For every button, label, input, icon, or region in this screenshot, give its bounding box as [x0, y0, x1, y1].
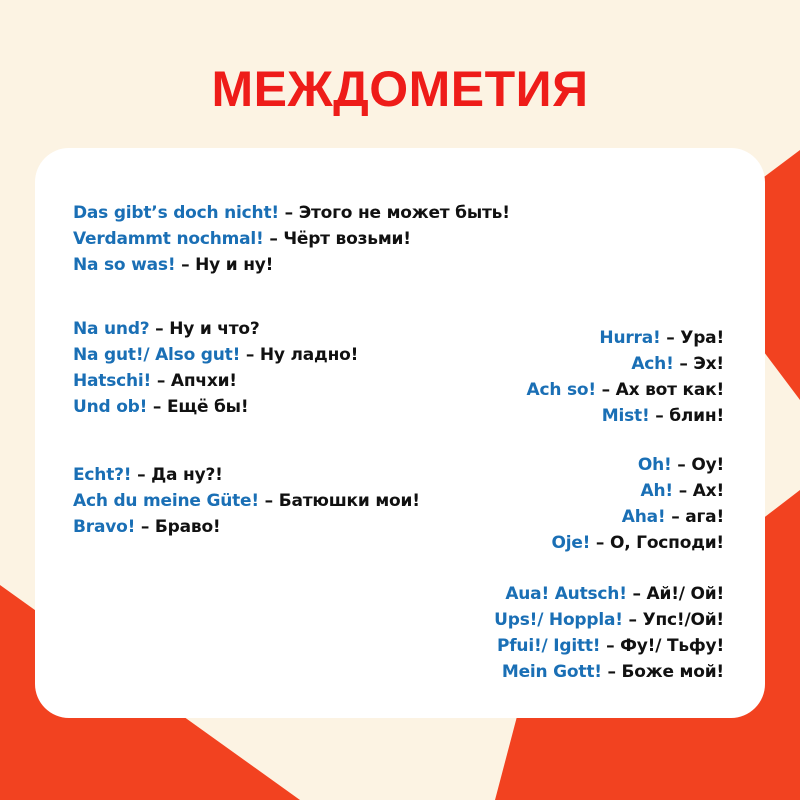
- phrase-line: [551, 530, 724, 556]
- dash-separator: –: [137, 465, 146, 485]
- phrase-line: [494, 581, 724, 607]
- german-phrase: Na gut!/ Also gut!: [73, 345, 241, 365]
- phrase-line: [551, 504, 724, 530]
- dash-separator: –: [181, 255, 190, 275]
- dash-separator: –: [632, 584, 641, 604]
- russian-translation: Этого не может быть!: [298, 203, 510, 223]
- dash-separator: –: [245, 345, 255, 365]
- russian-translation: Фу!/ Тьфу!: [620, 636, 724, 656]
- phrase-group-3: [526, 325, 724, 429]
- german-phrase: Na so was!: [73, 255, 176, 275]
- phrase-group-1: [73, 200, 510, 278]
- dash-separator: –: [677, 455, 686, 475]
- phrase-line: [73, 200, 510, 226]
- phrase-line: [73, 316, 358, 342]
- german-phrase: Ach!: [631, 354, 674, 374]
- german-phrase: Na und?: [73, 319, 150, 339]
- phrase-line: [494, 633, 724, 659]
- russian-translation: Ну и что?: [169, 319, 260, 339]
- phrase-line: [73, 342, 358, 368]
- german-phrase: Oh!: [637, 455, 672, 475]
- dash-separator: –: [606, 636, 615, 656]
- german-phrase: Pfui!/ Igitt!: [496, 636, 601, 656]
- german-phrase: Mist!: [601, 406, 650, 426]
- german-phrase: Ah!: [640, 481, 673, 501]
- russian-translation: Апчхи!: [170, 371, 237, 391]
- german-phrase: Echt?!: [73, 465, 132, 485]
- russian-translation: Ай!/ Ой!: [646, 584, 724, 604]
- phrase-line: [526, 377, 724, 403]
- phrases-card: [35, 148, 765, 718]
- german-phrase: Ach du meine Güte!: [73, 491, 259, 511]
- phrase-line: [551, 478, 724, 504]
- german-phrase: Oje!: [551, 533, 591, 553]
- dash-separator: –: [156, 371, 166, 391]
- page-title: МЕЖДОМЕТИЯ: [211, 61, 589, 117]
- german-phrase: Aua! Autsch!: [505, 584, 627, 604]
- russian-translation: ага!: [685, 507, 724, 527]
- dash-separator: –: [264, 491, 273, 511]
- dash-separator: –: [628, 610, 637, 630]
- phrase-line: [494, 607, 724, 633]
- dash-separator: –: [284, 203, 293, 223]
- phrase-line: [494, 659, 724, 685]
- dash-separator: –: [678, 481, 687, 501]
- phrase-line: [73, 514, 420, 540]
- phrase-line: [526, 351, 724, 377]
- phrase-line: [73, 488, 420, 514]
- phrase-group-2: [73, 316, 358, 420]
- russian-translation: Ах!: [692, 481, 724, 501]
- dash-separator: –: [152, 397, 162, 417]
- dash-separator: –: [155, 319, 164, 339]
- russian-translation: Оу!: [691, 455, 724, 475]
- german-phrase: Mein Gott!: [501, 662, 602, 682]
- russian-translation: Ну ладно!: [259, 345, 359, 365]
- phrase-line: [73, 394, 358, 420]
- russian-translation: Ну и ну!: [195, 255, 274, 275]
- phrase-group-5: [551, 452, 724, 556]
- german-phrase: Ach so!: [526, 380, 596, 400]
- russian-translation: Ещё бы!: [166, 397, 249, 417]
- german-phrase: Ups!/ Hoppla!: [494, 610, 623, 630]
- german-phrase: Verdammt nochmal!: [73, 229, 264, 249]
- russian-translation: Ах вот как!: [615, 380, 724, 400]
- dash-separator: –: [595, 533, 605, 553]
- russian-translation: Эх!: [693, 354, 724, 374]
- russian-translation: блин!: [669, 406, 724, 426]
- german-phrase: Und ob!: [73, 397, 148, 417]
- phrase-line: [526, 403, 724, 429]
- dash-separator: –: [679, 354, 688, 374]
- phrase-line: [73, 252, 510, 278]
- russian-translation: Чёрт возьми!: [283, 229, 411, 249]
- russian-translation: Ура!: [680, 328, 724, 348]
- phrase-line: [73, 462, 420, 488]
- german-phrase: Hurra!: [599, 328, 661, 348]
- dash-separator: –: [655, 406, 664, 426]
- german-phrase: Aha!: [621, 507, 666, 527]
- german-phrase: Hatschi!: [73, 371, 152, 391]
- russian-translation: О, Господи!: [609, 533, 724, 553]
- phrase-group-4: [73, 462, 420, 540]
- phrase-line: [73, 368, 358, 394]
- dash-separator: –: [666, 328, 675, 348]
- phrase-group-6: [494, 581, 724, 685]
- dash-separator: –: [269, 229, 278, 249]
- german-phrase: Bravo!: [73, 517, 136, 537]
- dash-separator: –: [140, 517, 150, 537]
- dash-separator: –: [607, 662, 616, 682]
- dash-separator: –: [601, 380, 610, 400]
- russian-translation: Упс!/Ой!: [642, 610, 724, 630]
- phrase-line: [526, 325, 724, 351]
- russian-translation: Да ну?!: [151, 465, 223, 485]
- russian-translation: Батюшки мои!: [278, 491, 420, 511]
- german-phrase: Das gibt’s doch nicht!: [73, 203, 279, 223]
- russian-translation: Браво!: [154, 517, 221, 537]
- phrase-line: [551, 452, 724, 478]
- russian-translation: Боже мой!: [621, 662, 724, 682]
- phrase-line: [73, 226, 510, 252]
- dash-separator: –: [671, 507, 680, 527]
